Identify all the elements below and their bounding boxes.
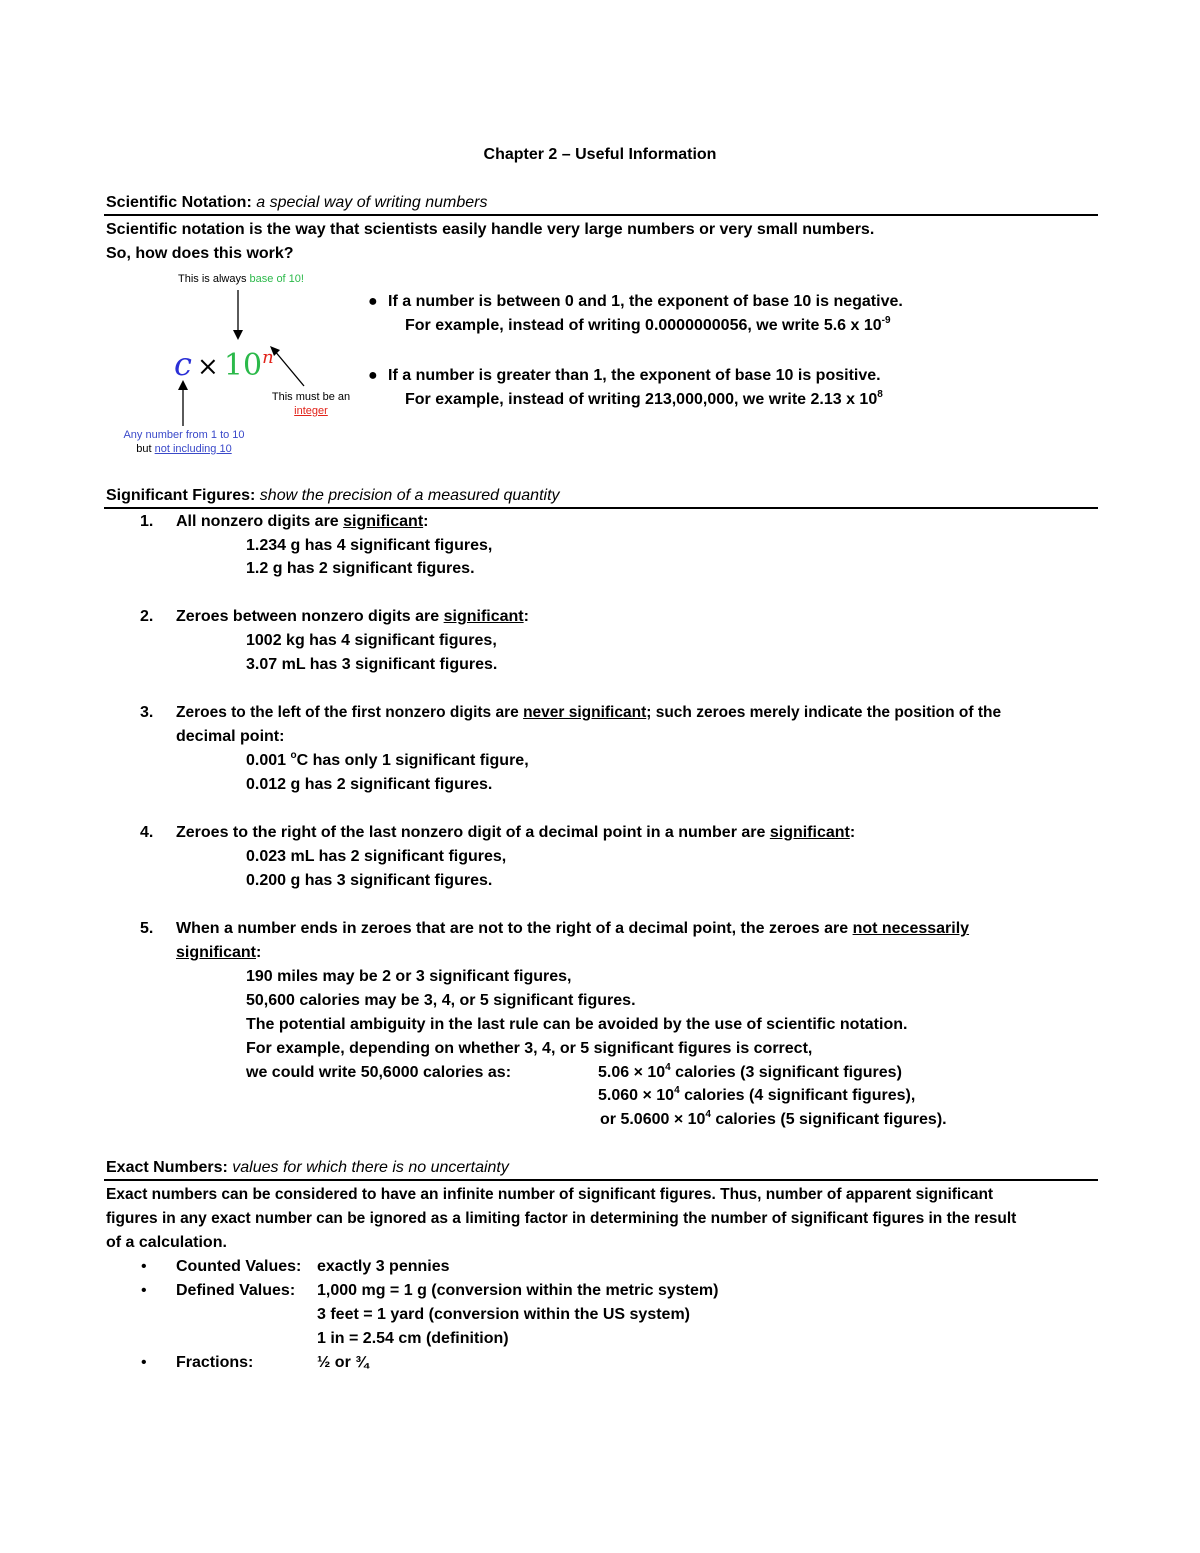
rule-text-underlined: significant (176, 944, 257, 961)
rule-number: 4. (140, 824, 154, 841)
rule-number: 3. (140, 704, 154, 721)
scientific-notation-formula (174, 338, 274, 390)
coefficient-note (118, 428, 250, 456)
exact-item-value: 3 feet = 1 yard (conversion within the US system) (317, 1306, 690, 1323)
section-heading-label: Exact Numbers: (106, 1159, 228, 1176)
rule-example: 50,600 calories may be 3, 4, or 5 significant figures. (246, 992, 636, 1009)
rule-text-pre: Zeroes to the right of the last nonzero digit of a decimal point in a number are (176, 824, 770, 841)
sci-form-exp: 4 (705, 1109, 711, 1120)
section-divider (104, 214, 1098, 216)
sci-bullet-1-exponent: -9 (881, 315, 891, 326)
rule-example: 1.234 g has 4 significant figures, (246, 537, 493, 554)
rule-text-underlined: significant (443, 608, 524, 625)
arrow-to-exponent (274, 350, 304, 386)
exact-item-label: Fractions: (176, 1354, 254, 1371)
section-heading-subtitle: a special way of writing numbers (256, 194, 488, 211)
degree-symbol: o (290, 750, 297, 761)
exact-item-label: Counted Values: (176, 1258, 302, 1275)
bullet-dot-icon: • (141, 1354, 147, 1371)
base-note-prefix: This is always (178, 273, 250, 285)
rule-text-post: : (523, 608, 529, 625)
coefficient-note-line2-prefix: but (136, 443, 155, 455)
integer-note-prefix: This must be an (271, 391, 351, 403)
rule-text-pre: Zeroes to the left of the first nonzero digits are (176, 704, 524, 721)
rule-text-underlined: significant (769, 824, 850, 841)
rule-number: 2. (140, 608, 154, 625)
coefficient-note-line2-highlight: not including 10 (154, 443, 232, 455)
section-heading-label: Significant Figures: (106, 487, 256, 504)
rule-example: 1.2 g has 2 significant figures. (246, 560, 475, 577)
sci-question: So, how does this work? (106, 245, 294, 262)
rule-1-text (176, 510, 428, 534)
rule-text-pre: All nonzero digits are (176, 513, 344, 530)
rule-example: For example, depending on whether 3, 4, or 5 significant figures is correct, (246, 1040, 813, 1057)
section-heading-exact-numbers (106, 1156, 509, 1180)
rule-text-post: : (849, 824, 856, 841)
rule-text-pre: Zeroes between nonzero digits are (176, 608, 444, 625)
rule-example-pre: 0.001 (246, 752, 291, 769)
sci-bullet-1-example (405, 314, 891, 338)
rule-3-text-line2: decimal point: (176, 728, 285, 745)
sci-form-pre: or 5.0600 × 10 (600, 1111, 706, 1128)
section-heading-subtitle: values for which there is no uncertainty (232, 1159, 509, 1176)
rule-example: 3.07 mL has 3 significant figures. (246, 656, 498, 673)
sci-form (600, 1108, 947, 1132)
bullet-dot-icon: ● (368, 293, 378, 310)
base-note-highlight: base of 10! (249, 273, 304, 285)
bullet-dot-icon: ● (368, 367, 378, 384)
formula-exponent: n (262, 347, 274, 368)
rule-text-post: ; such zeroes merely indicate the position of the (646, 704, 1002, 721)
rule-text-underlined: never significant (523, 704, 647, 721)
formula-times: × (197, 352, 219, 382)
page-title: Chapter 2 – Useful Information (483, 146, 717, 163)
section-heading-label: Scientific Notation: (106, 194, 252, 211)
rule-number: 5. (140, 920, 154, 937)
rule-example-lead: we could write 50,6000 calories as: (246, 1064, 512, 1081)
rule-text-post: : (423, 513, 429, 530)
sci-bullet-2-example (405, 388, 883, 412)
rule-example: 1002 kg has 4 significant figures, (246, 632, 497, 649)
exact-item-value: ½ or ¾ (317, 1354, 369, 1371)
sci-bullet-2-example-text: For example, instead of writing 213,000,000, we write 2.13 x 10 (405, 391, 878, 408)
rule-example-post: C has only 1 significant figure, (296, 752, 529, 769)
sci-bullet-1-example-text: For example, instead of writing 0.0000000056, we write 5.6 x 10 (405, 317, 882, 334)
sci-bullet-2-exponent: 8 (877, 389, 883, 400)
exact-paragraph-line: figures in any exact number can be ignored as a limiting factor in determining the number of significant figures in the result (106, 1210, 1017, 1227)
sci-bullet-2: If a number is greater than 1, the exponent of base 10 is positive. (388, 367, 881, 384)
section-divider (104, 1179, 1098, 1181)
exact-paragraph-line: Exact numbers can be considered to have an infinite number of significant figures. Thus, number of apparent significant (106, 1186, 994, 1203)
rule-example: 0.023 mL has 2 significant figures, (246, 848, 507, 865)
sci-form (598, 1084, 915, 1108)
rule-text-post: : (256, 944, 262, 961)
rule-text-pre: When a number ends in zeroes that are not to the right of a decimal point, the zeroes are (176, 920, 853, 937)
formula-coefficient: c (174, 345, 192, 383)
section-heading-significant-figures (106, 484, 560, 508)
rule-5-text (176, 917, 969, 941)
sci-form-pre: 5.06 × 10 (598, 1064, 666, 1081)
rule-5-text-line2 (176, 941, 261, 965)
rule-example (246, 749, 529, 773)
exact-item-label: Defined Values: (176, 1282, 296, 1299)
rule-text-underlined: significant (343, 513, 424, 530)
sci-form (598, 1061, 902, 1085)
rule-4-text (176, 821, 855, 845)
rule-example: 190 miles may be 2 or 3 significant figures, (246, 968, 572, 985)
section-heading-scientific-notation (106, 191, 487, 215)
sci-form-post: calories (3 significant figures) (670, 1064, 902, 1081)
sci-intro: Scientific notation is the way that scientists easily handle very large numbers or very small numbers. (106, 221, 875, 238)
exact-item-value: 1 in = 2.54 cm (definition) (317, 1330, 509, 1347)
sci-form-pre: 5.060 × 10 (598, 1087, 675, 1104)
sci-form-post: calories (5 significant figures). (710, 1111, 947, 1128)
rule-number: 1. (140, 513, 154, 530)
section-divider (104, 507, 1098, 509)
coefficient-note-line1: Any number from 1 to 10 (123, 429, 245, 441)
exact-item-value: exactly 3 pennies (317, 1258, 450, 1275)
bullet-dot-icon: • (141, 1282, 147, 1299)
rule-3-text (176, 701, 1001, 725)
rule-example: 0.012 g has 2 significant figures. (246, 776, 493, 793)
scientific-notation-diagram (110, 268, 350, 468)
sci-form-post: calories (4 significant figures), (679, 1087, 916, 1104)
rule-example: The potential ambiguity in the last rule can be avoided by the use of scientific notation. (246, 1016, 908, 1033)
section-heading-subtitle: show the precision of a measured quantity (259, 487, 560, 504)
bullet-dot-icon: • (141, 1258, 147, 1275)
rule-text-underlined: not necessarily (852, 920, 970, 937)
exact-item-value: 1,000 mg = 1 g (conversion within the metric system) (317, 1282, 719, 1299)
integer-note-highlight: integer (294, 405, 328, 417)
formula-base: 10 (223, 348, 263, 383)
sci-bullet-1: If a number is between 0 and 1, the exponent of base 10 is negative. (388, 293, 903, 310)
exact-paragraph-line: of a calculation. (106, 1234, 227, 1251)
sci-form-exp: 4 (665, 1062, 671, 1073)
rule-example: 0.200 g has 3 significant figures. (246, 872, 493, 889)
rule-2-text (176, 605, 529, 629)
integer-note (270, 390, 352, 418)
sci-form-exp: 4 (674, 1085, 680, 1096)
